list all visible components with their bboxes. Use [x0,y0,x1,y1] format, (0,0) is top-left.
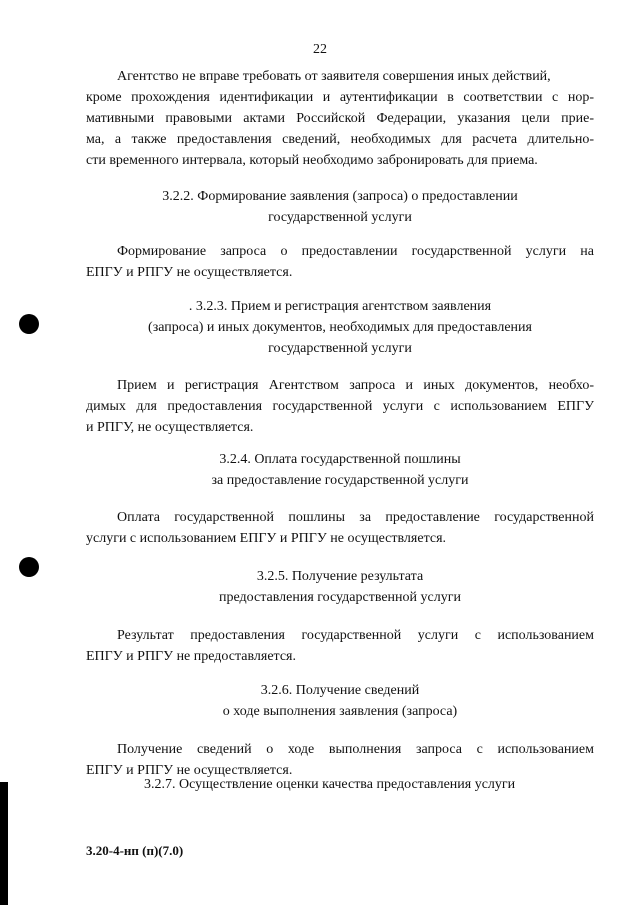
page-number: 22 [313,42,327,57]
heading-line: государственной услуги [268,210,412,225]
text-line: Оплата государственной пошлины за предоставление государственной [117,510,594,525]
paragraph-registration [86,375,594,438]
text-line: Получение сведений о ходе выполнения запроса с использованием [117,742,594,757]
heading-line: 3.2.2. Формирование заявления (запроса) о предоставлении [162,189,518,204]
heading-line: 3.2.4. Оплата государственной пошлины [219,452,461,467]
paragraph-fee-payment [86,507,594,549]
text-line: кроме прохождения идентификации и аутентификации в соответствии с нор- [86,90,594,105]
heading-3-2-5 [86,566,594,608]
heading-line: . 3.2.3. Прием и регистрация агентством заявления [188,299,492,314]
text-line: ЕПГУ и РПГУ не осуществляется. [86,763,293,778]
text-line: Прием и регистрация Агентством запроса и иных документов, необхо- [117,378,594,393]
text-line: Формирование запроса о предоставлении государственной услуги на [117,244,594,259]
heading-line: (запроса) и иных документов, необходимых для предоставления [148,320,532,335]
text-line: димых для предоставления государственной услуги с использованием ЕПГУ [86,399,594,414]
heading-line: государственной услуги [268,341,412,356]
text-line: услуги с использованием ЕПГУ и РПГУ не осуществляется. [86,531,447,546]
heading-line: 3.2.6. Получение сведений [260,683,420,698]
scan-edge-bar [0,782,8,905]
heading-line: 3.2.5. Получение результата [256,569,424,584]
text-line: сти временного интервала, который необходимо забронировать для приема. [86,153,538,168]
heading-3-2-7: 3.2.7. Осуществление оценки качества предоставления услуги [144,777,516,792]
text-line: ЕПГУ и РПГУ не осуществляется. [86,265,293,280]
text-line: и РПГУ, не осуществляется. [86,420,254,435]
heading-line: за предоставление государственной услуги [211,473,469,488]
binder-hole-mark [19,557,39,577]
text-line: Результат предоставления государственной услуги с использованием [117,628,594,643]
text-line: ма, а также предоставления сведений, необходимых для расчета длительно- [86,132,594,147]
binder-hole-mark [19,314,39,334]
heading-3-2-4 [86,449,594,491]
paragraph-agency-restriction [86,66,594,171]
heading-line: предоставления государственной услуги [219,590,461,605]
paragraph-request-forming [86,241,594,283]
text-line: мативными правовыми актами Российской Федерации, указания цели прие- [86,111,594,126]
heading-3-2-3 [86,296,594,359]
heading-3-2-2 [86,186,594,228]
heading-line: о ходе выполнения заявления (запроса) [222,704,458,719]
paragraph-result [86,625,594,667]
document-code: 3.20-4-нп (п)(7.0) [86,843,184,858]
heading-3-2-6 [86,680,594,722]
text-line: ЕПГУ и РПГУ не предоставляется. [86,649,296,664]
text-line: Агентство не вправе требовать от заявителя совершения иных действий, [117,69,551,84]
